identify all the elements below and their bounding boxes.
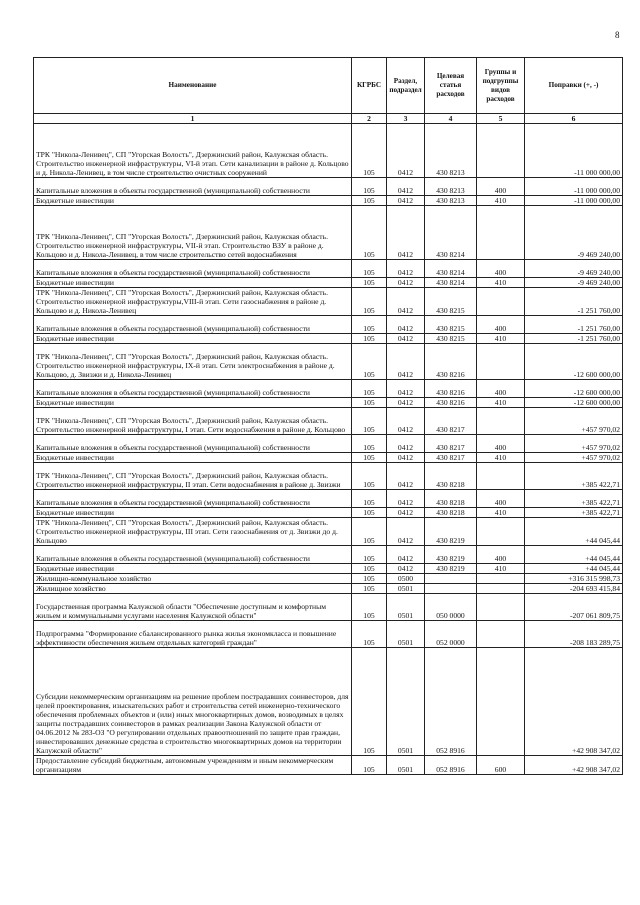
row-target: 430 8219 bbox=[425, 518, 477, 546]
row-krbs: 105 bbox=[352, 490, 387, 508]
row-amount: +385 422,71 bbox=[525, 463, 623, 490]
table-row bbox=[34, 206, 623, 260]
row-krbs: 105 bbox=[352, 408, 387, 435]
row-name: Предоставление субсидий бюджетным, автономным учреждениям и иным некоммерческим организациям bbox=[34, 756, 352, 775]
row-target: 052 8916 bbox=[425, 648, 477, 756]
row-group bbox=[477, 463, 525, 490]
row-name: Жилищное хозяйство bbox=[34, 584, 352, 594]
row-group: 400 bbox=[477, 380, 525, 398]
table-row bbox=[34, 574, 623, 584]
row-amount: +44 045,44 bbox=[525, 518, 623, 546]
row-krbs: 105 bbox=[352, 648, 387, 756]
row-section: 0412 bbox=[387, 288, 425, 316]
row-krbs: 105 bbox=[352, 260, 387, 278]
row-name: Жилищно-коммунальное хозяйство bbox=[34, 574, 352, 584]
row-section: 0412 bbox=[387, 490, 425, 508]
row-krbs: 105 bbox=[352, 206, 387, 260]
header-section: Раздел, подраздел bbox=[387, 58, 425, 114]
row-krbs: 105 bbox=[352, 196, 387, 206]
row-group bbox=[477, 584, 525, 594]
row-amount: -12 600 000,00 bbox=[525, 344, 623, 380]
row-section: 0412 bbox=[387, 278, 425, 288]
row-target: 430 8219 bbox=[425, 564, 477, 574]
row-krbs: 105 bbox=[352, 453, 387, 463]
row-amount: +44 045,44 bbox=[525, 546, 623, 564]
row-target: 430 8215 bbox=[425, 316, 477, 334]
header-amendments: Поправки (+, -) bbox=[525, 58, 623, 114]
row-amount: +44 045,44 bbox=[525, 564, 623, 574]
row-section: 0412 bbox=[387, 334, 425, 344]
row-group bbox=[477, 124, 525, 178]
row-group: 410 bbox=[477, 453, 525, 463]
row-name: Бюджетные инвестиции bbox=[34, 564, 352, 574]
row-krbs: 105 bbox=[352, 316, 387, 334]
row-section: 0412 bbox=[387, 453, 425, 463]
column-number: 6 bbox=[525, 114, 623, 124]
row-target: 050 0000 bbox=[425, 594, 477, 621]
row-target: 430 8214 bbox=[425, 278, 477, 288]
row-name: Капитальные вложения в объекты государственной (муниципальной) собственности bbox=[34, 546, 352, 564]
row-krbs: 105 bbox=[352, 334, 387, 344]
row-group: 410 bbox=[477, 278, 525, 288]
row-section: 0501 bbox=[387, 621, 425, 648]
row-amount: -9 469 240,00 bbox=[525, 260, 623, 278]
row-group bbox=[477, 594, 525, 621]
row-group bbox=[477, 344, 525, 380]
table-row bbox=[34, 124, 623, 178]
row-name: Капитальные вложения в объекты государственной (муниципальной) собственности bbox=[34, 490, 352, 508]
row-section: 0412 bbox=[387, 196, 425, 206]
header-target: Целевая статья расходов bbox=[425, 58, 477, 114]
row-name: ТРК "Никола-Ленивец", СП "Угорская Волость", Дзержинский район, Калужская область. Строительство инженерной инфраструктуры, I этап. Сети водоснабжения в районе д. Кольцово bbox=[34, 408, 352, 435]
table-row bbox=[34, 334, 623, 344]
row-section: 0412 bbox=[387, 206, 425, 260]
row-krbs: 105 bbox=[352, 278, 387, 288]
table-row bbox=[34, 196, 623, 206]
column-number: 1 bbox=[34, 114, 352, 124]
row-krbs: 105 bbox=[352, 584, 387, 594]
row-name: Государственная программа Калужской области "Обеспечение доступным и комфортным жильем и коммунальными услугами населения Калужской области" bbox=[34, 594, 352, 621]
row-amount: -12 600 000,00 bbox=[525, 380, 623, 398]
row-target: 430 8215 bbox=[425, 334, 477, 344]
row-amount: -1 251 760,00 bbox=[525, 288, 623, 316]
row-group bbox=[477, 621, 525, 648]
table-row bbox=[34, 288, 623, 316]
row-target bbox=[425, 584, 477, 594]
row-krbs: 105 bbox=[352, 178, 387, 196]
row-name: Бюджетные инвестиции bbox=[34, 278, 352, 288]
row-group: 410 bbox=[477, 564, 525, 574]
row-section: 0412 bbox=[387, 380, 425, 398]
row-group bbox=[477, 574, 525, 584]
column-number-row bbox=[34, 114, 623, 124]
row-amount: -1 251 760,00 bbox=[525, 334, 623, 344]
row-group: 400 bbox=[477, 260, 525, 278]
row-section: 0412 bbox=[387, 344, 425, 380]
row-target: 430 8217 bbox=[425, 408, 477, 435]
row-target: 052 0000 bbox=[425, 621, 477, 648]
row-amount: +42 908 347,02 bbox=[525, 648, 623, 756]
row-group: 410 bbox=[477, 334, 525, 344]
row-amount: +316 315 998,73 bbox=[525, 574, 623, 584]
row-target: 430 8217 bbox=[425, 453, 477, 463]
row-krbs: 105 bbox=[352, 463, 387, 490]
table-row bbox=[34, 453, 623, 463]
row-target: 430 8216 bbox=[425, 344, 477, 380]
row-krbs: 105 bbox=[352, 435, 387, 453]
row-amount: -12 600 000,00 bbox=[525, 398, 623, 408]
row-amount: +457 970,02 bbox=[525, 408, 623, 435]
row-krbs: 105 bbox=[352, 564, 387, 574]
row-target bbox=[425, 574, 477, 584]
row-name: Капитальные вложения в объекты государственной (муниципальной) собственности bbox=[34, 380, 352, 398]
row-target: 430 8215 bbox=[425, 288, 477, 316]
table-row bbox=[34, 546, 623, 564]
row-section: 0501 bbox=[387, 648, 425, 756]
row-amount: -11 000 000,00 bbox=[525, 196, 623, 206]
row-amount: +385 422,71 bbox=[525, 490, 623, 508]
row-section: 0500 bbox=[387, 574, 425, 584]
table-row bbox=[34, 278, 623, 288]
row-target: 052 8916 bbox=[425, 756, 477, 775]
row-amount: -11 000 000,00 bbox=[525, 124, 623, 178]
row-krbs: 105 bbox=[352, 380, 387, 398]
row-group: 400 bbox=[477, 435, 525, 453]
row-krbs: 105 bbox=[352, 124, 387, 178]
header-row bbox=[34, 58, 623, 114]
row-krbs: 105 bbox=[352, 508, 387, 518]
page-number: 8 bbox=[615, 30, 620, 40]
row-name: ТРК "Никола-Ленивец", СП "Угорская Волость", Дзержинский район, Калужская область. Строительство инженерной инфраструктуры, IX-й этап. Сети электроснабжения в районе д. Кольцово, д. Звизжи и д. Никола-Ленивец bbox=[34, 344, 352, 380]
table-row bbox=[34, 435, 623, 453]
row-krbs: 105 bbox=[352, 621, 387, 648]
row-group: 410 bbox=[477, 398, 525, 408]
row-target: 430 8218 bbox=[425, 490, 477, 508]
row-krbs: 105 bbox=[352, 288, 387, 316]
header-krbs: КГРБС bbox=[352, 58, 387, 114]
row-section: 0412 bbox=[387, 435, 425, 453]
table-row bbox=[34, 178, 623, 196]
table-row bbox=[34, 648, 623, 756]
row-name: ТРК "Никола-Ленивец", СП "Угорская Волость", Дзержинский район, Калужская область. Строительство инженерной инфраструктуры, VI-й этап. Сети канализации в районе д. Кольцово и д. Никола-Ленивец, в том числе строительство очистных сооружений bbox=[34, 124, 352, 178]
row-name: Бюджетные инвестиции bbox=[34, 334, 352, 344]
row-section: 0412 bbox=[387, 124, 425, 178]
row-target: 430 8214 bbox=[425, 206, 477, 260]
row-group: 410 bbox=[477, 508, 525, 518]
row-section: 0412 bbox=[387, 260, 425, 278]
row-target: 430 8213 bbox=[425, 178, 477, 196]
row-amount: -204 693 415,84 bbox=[525, 584, 623, 594]
table-row bbox=[34, 564, 623, 574]
table-body bbox=[34, 124, 623, 775]
row-name: ТРК "Никола-Ленивец", СП "Угорская Волость", Дзержинский район, Калужская область. Строительство инженерной инфраструктуры, VII-й этап. Строительство ВЗУ в районе д. Кольцово и д. Никола-Ленивец, в том числе строительство сетей водоснабжения bbox=[34, 206, 352, 260]
row-target: 430 8218 bbox=[425, 463, 477, 490]
table-row bbox=[34, 518, 623, 546]
row-group: 400 bbox=[477, 546, 525, 564]
row-amount: -9 469 240,00 bbox=[525, 206, 623, 260]
column-number: 3 bbox=[387, 114, 425, 124]
row-target: 430 8216 bbox=[425, 398, 477, 408]
table-row bbox=[34, 621, 623, 648]
row-krbs: 105 bbox=[352, 756, 387, 775]
table-row bbox=[34, 316, 623, 334]
row-group: 400 bbox=[477, 316, 525, 334]
row-target: 430 8217 bbox=[425, 435, 477, 453]
row-section: 0412 bbox=[387, 508, 425, 518]
table-row bbox=[34, 490, 623, 508]
table-row bbox=[34, 756, 623, 775]
row-group bbox=[477, 206, 525, 260]
row-amount: +457 970,02 bbox=[525, 435, 623, 453]
column-number: 4 bbox=[425, 114, 477, 124]
row-amount: +385 422,71 bbox=[525, 508, 623, 518]
row-group bbox=[477, 648, 525, 756]
row-amount: -208 183 289,75 bbox=[525, 621, 623, 648]
column-number: 2 bbox=[352, 114, 387, 124]
row-name: ТРК "Никола-Ленивец", СП "Угорская Волость", Дзержинский район, Калужская область. Строительство инженерной инфраструктуры, III этап. Сети газоснабжения от д. Звизжи до д. Кольцово bbox=[34, 518, 352, 546]
row-name: ТРК "Никола-Ленивец", СП "Угорская Волость", Дзержинский район, Калужская область. Строительство инженерной инфраструктуры, II этап. Сети водоснабжения в районе д. Звизжи bbox=[34, 463, 352, 490]
row-name: Бюджетные инвестиции bbox=[34, 453, 352, 463]
column-number: 5 bbox=[477, 114, 525, 124]
row-section: 0412 bbox=[387, 398, 425, 408]
row-krbs: 105 bbox=[352, 546, 387, 564]
row-group bbox=[477, 408, 525, 435]
row-name: Бюджетные инвестиции bbox=[34, 196, 352, 206]
table-row bbox=[34, 463, 623, 490]
row-amount: -1 251 760,00 bbox=[525, 316, 623, 334]
row-target: 430 8214 bbox=[425, 260, 477, 278]
row-target: 430 8213 bbox=[425, 196, 477, 206]
row-name: Капитальные вложения в объекты государственной (муниципальной) собственности bbox=[34, 316, 352, 334]
row-group: 400 bbox=[477, 490, 525, 508]
row-group bbox=[477, 518, 525, 546]
row-name: Капитальные вложения в объекты государственной (муниципальной) собственности bbox=[34, 260, 352, 278]
table-row bbox=[34, 344, 623, 380]
row-section: 0412 bbox=[387, 463, 425, 490]
table-row bbox=[34, 408, 623, 435]
row-krbs: 105 bbox=[352, 344, 387, 380]
row-section: 0412 bbox=[387, 178, 425, 196]
row-group: 600 bbox=[477, 756, 525, 775]
row-group: 410 bbox=[477, 196, 525, 206]
row-name: Капитальные вложения в объекты государственной (муниципальной) собственности bbox=[34, 178, 352, 196]
table-row bbox=[34, 594, 623, 621]
row-amount: -207 061 809,75 bbox=[525, 594, 623, 621]
row-section: 0412 bbox=[387, 564, 425, 574]
row-section: 0412 bbox=[387, 546, 425, 564]
row-krbs: 105 bbox=[352, 574, 387, 584]
header-name: Наименование bbox=[34, 58, 352, 114]
row-amount: -11 000 000,00 bbox=[525, 178, 623, 196]
row-krbs: 105 bbox=[352, 594, 387, 621]
row-krbs: 105 bbox=[352, 518, 387, 546]
row-name: Бюджетные инвестиции bbox=[34, 398, 352, 408]
row-section: 0412 bbox=[387, 518, 425, 546]
budget-amendments-table bbox=[33, 57, 623, 775]
row-name: Капитальные вложения в объекты государственной (муниципальной) собственности bbox=[34, 435, 352, 453]
row-target: 430 8218 bbox=[425, 508, 477, 518]
row-section: 0412 bbox=[387, 316, 425, 334]
row-name: ТРК "Никола-Ленивец", СП "Угорская Волость", Дзержинский район, Калужская область. Строительство инженерной инфраструктуры,VIII-й этап. Сети газоснабжения в районе д. Кольцово и д. Никола-Ленивец bbox=[34, 288, 352, 316]
row-amount: +42 908 347,02 bbox=[525, 756, 623, 775]
row-section: 0501 bbox=[387, 584, 425, 594]
row-krbs: 105 bbox=[352, 398, 387, 408]
row-target: 430 8216 bbox=[425, 380, 477, 398]
row-section: 0501 bbox=[387, 756, 425, 775]
row-target: 430 8219 bbox=[425, 546, 477, 564]
table-row bbox=[34, 508, 623, 518]
table-row bbox=[34, 260, 623, 278]
row-name: Бюджетные инвестиции bbox=[34, 508, 352, 518]
header-groups: Группы и подгруппы видов расходов bbox=[477, 58, 525, 114]
row-name: Субсидии некоммерческим организациям на решение проблем пострадавших соинвесторов, для целей проектирования, изыскательских работ и строительства сетей инженерно-технического обеспечения проблемных объектов и (или) иных многоквартирных домов, возводимых в целях защиты пострадавших соинвесторов в рамках реализации Закона Калужской области от 04.06.2012 № 283-ОЗ "О регулировании отдельных правоотношений по защите прав граждан, инвестировавших денежные средства в строительство многоквартирных домов на территории Калужской области" bbox=[34, 648, 352, 756]
row-group: 400 bbox=[477, 178, 525, 196]
row-amount: +457 970,02 bbox=[525, 453, 623, 463]
row-target: 430 8213 bbox=[425, 124, 477, 178]
row-section: 0412 bbox=[387, 408, 425, 435]
row-amount: -9 469 240,00 bbox=[525, 278, 623, 288]
row-name: Подпрограмма "Формирование сбалансированного рынка жилья экономкласса и повышение эффективности обеспечения жильем отдельных категорий граждан" bbox=[34, 621, 352, 648]
row-group bbox=[477, 288, 525, 316]
table-row bbox=[34, 398, 623, 408]
row-section: 0501 bbox=[387, 594, 425, 621]
table-row bbox=[34, 380, 623, 398]
table-row bbox=[34, 584, 623, 594]
